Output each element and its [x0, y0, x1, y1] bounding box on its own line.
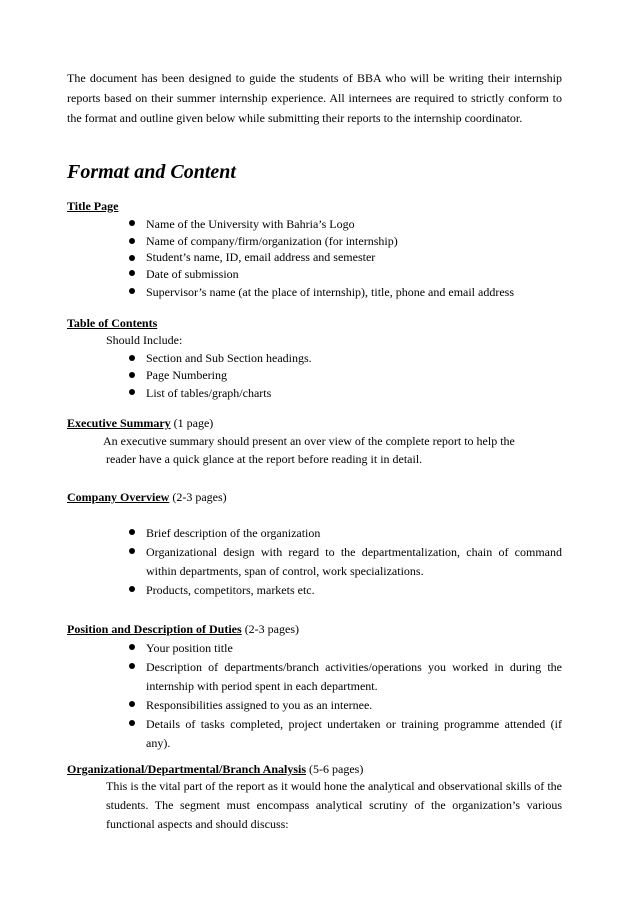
list-item: Organizational design with regard to the departmentalization, chain of command within departments, span of control, work specializations. [146, 543, 562, 581]
bullet-icon [129, 701, 135, 707]
exec-summary-pages: (1 page) [173, 416, 214, 430]
bullet-icon [129, 288, 135, 294]
toc-list [146, 350, 566, 403]
position-duties-section [67, 620, 299, 639]
list-item: Description of departments/branch activities/operations you worked in during the internship with period spent in each department. [146, 658, 562, 696]
company-overview-list [146, 524, 562, 600]
position-duties-list [146, 639, 562, 753]
list-item: List of tables/graph/charts [146, 384, 566, 403]
list-item: Date of submission [146, 265, 566, 283]
bullet-icon [129, 372, 135, 378]
list-item: Name of company/firm/organization (for internship) [146, 233, 566, 250]
bullet-icon [129, 270, 135, 276]
position-duties-pages: (2-3 pages) [244, 622, 299, 636]
list-item: Details of tasks completed, project undertaken or training programme attended (if any). [146, 715, 562, 753]
bullet-icon [129, 255, 135, 261]
org-analysis-text: This is the vital part of the report as it would hone the analytical and observational skills of the students. The segment must encompass analytical scrutiny of the organization’s various functional aspects and should discuss: [106, 779, 562, 831]
exec-summary-line1: An executive summary should present an over view of the complete report to help the [103, 434, 515, 448]
bullet-icon [129, 355, 135, 361]
bullet-icon [129, 238, 135, 244]
org-analysis-pages: (5-6 pages) [309, 762, 364, 776]
list-item: Name of the University with Bahria’s Logo [146, 215, 566, 233]
toc-heading: Table of Contents [67, 316, 158, 330]
title-page-list [146, 215, 566, 301]
company-overview-heading: Company Overview [67, 490, 170, 504]
format-heading: Format and Content [67, 161, 236, 183]
list-item: Supervisor’s name (at the place of internship), title, phone and email address [146, 283, 566, 301]
list-item: Your position title [146, 639, 562, 658]
title-page-section [67, 197, 118, 216]
bullet-icon [129, 389, 135, 395]
bullet-icon [129, 644, 135, 650]
exec-summary-line2: reader have a quick glance at the report before reading it in detail. [106, 452, 423, 466]
exec-summary-heading: Executive Summary [67, 416, 171, 430]
list-item: Section and Sub Section headings. [146, 350, 566, 367]
bullet-icon [129, 548, 135, 554]
list-item: Student’s name, ID, email address and semester [146, 250, 566, 265]
org-analysis-heading: Organizational/Departmental/Branch Analysis [67, 762, 307, 776]
position-duties-heading: Position and Description of Duties [67, 622, 242, 636]
bullet-icon [129, 586, 135, 592]
company-overview-section [67, 488, 227, 507]
list-item: Page Numbering [146, 367, 566, 384]
bullet-icon [129, 720, 135, 726]
company-overview-pages: (2-3 pages) [172, 490, 227, 504]
list-item: Products, competitors, markets etc. [146, 581, 562, 600]
exec-summary-section [67, 414, 213, 433]
list-item: Brief description of the organization [146, 524, 562, 543]
bullet-icon [129, 663, 135, 669]
bullet-icon [129, 529, 135, 535]
intro-paragraph: The document has been designed to guide the students of BBA who will be writing their internship reports based on their summer internship experience. All internees are required to strictly conform to the format and outline given below while submitting their reports to the internship coordinator. [67, 71, 562, 125]
list-item: Responsibilities assigned to you as an internee. [146, 696, 562, 715]
toc-should-include: Should Include: [106, 333, 183, 347]
bullet-icon [129, 220, 135, 226]
title-page-heading: Title Page [67, 199, 119, 213]
